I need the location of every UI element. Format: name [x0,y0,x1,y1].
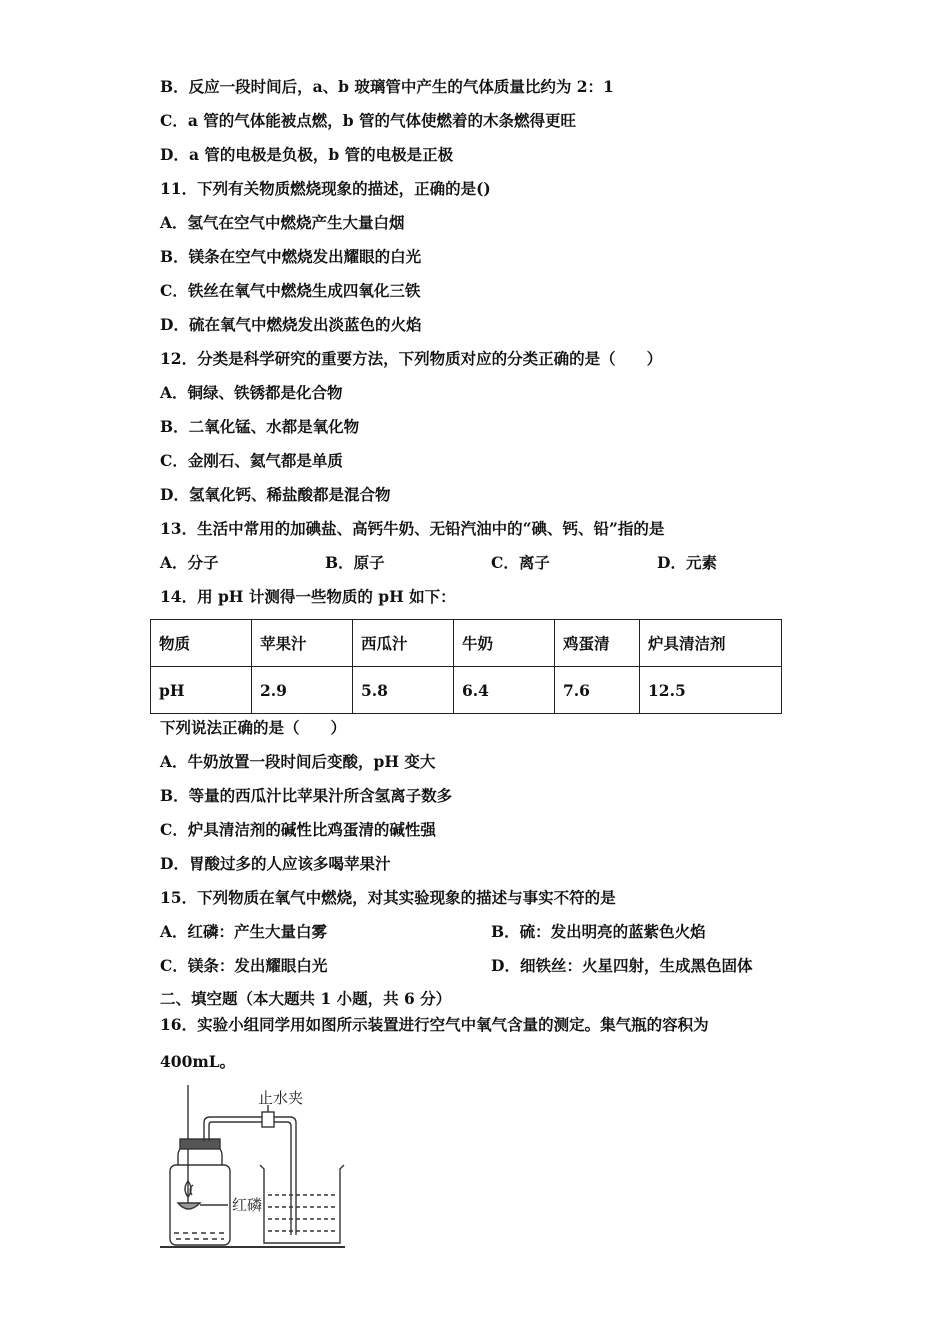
table-cell: 物质 [151,620,252,667]
ph-table [150,619,782,714]
table-cell: 苹果汁 [252,620,353,667]
stopper [180,1139,220,1149]
q12-option-a: A．铜绿、铁锈都是化合物 [160,383,343,402]
q12-stem: 12．分类是科学研究的重要方法，下列物质对应的分类正确的是（ ） [160,349,663,368]
section-heading: 二、填空题（本大题共 1 小题，共 6 分） [160,989,452,1008]
q11-option-d: D．硫在氧气中燃烧发出淡蓝色的火焰 [160,315,422,334]
q14-option-d: D．胃酸过多的人应该多喝苹果汁 [160,854,391,873]
q16-stem: 16．实验小组同学用如图所示装置进行空气中氧气含量的测定。集气瓶的容积为 [160,1015,709,1034]
apparatus-figure [160,1085,350,1259]
table-cell: 西瓜汁 [353,620,454,667]
q13-option-c: C．离子 [491,553,550,572]
table-cell: 2.9 [252,667,353,714]
q15-option-d: D．细铁丝：火星四射，生成黑色固体 [491,956,753,975]
table-cell: 5.8 [353,667,454,714]
q13-option-d: D．元素 [657,553,717,572]
q15-option-c: C．镁条：发出耀眼白光 [160,956,328,975]
phosphorus-label: 红磷 [232,1196,263,1214]
q13-option-a: A．分子 [160,553,219,572]
q15-stem: 15．下列物质在氧气中燃烧，对其实验现象的描述与事实不符的是 [160,888,616,907]
q10-option-c: C．a 管的气体能被点燃，b 管的气体使燃着的木条燃得更旺 [160,111,577,130]
q15-option-b: B．硫：发出明亮的蓝紫色火焰 [491,922,706,941]
q11-option-a: A．氢气在空气中燃烧产生大量白烟 [160,213,405,232]
table-cell: 6.4 [454,667,555,714]
table-cell: 牛奶 [454,620,555,667]
q10-option-d: D．a 管的电极是负极，b 管的电极是正极 [160,145,454,164]
q14-option-a: A．牛奶放置一段时间后变酸，pH 变大 [160,752,436,771]
table-header-row [151,620,782,667]
q14-substem: 下列说法正确的是（ ） [160,718,347,737]
q11-option-b: B．镁条在空气中燃烧发出耀眼的白光 [160,247,422,266]
combustion-spoon [178,1203,200,1209]
table-cell: pH [151,667,252,714]
table-cell: 炉具清洁剂 [640,620,782,667]
clamp [262,1112,274,1127]
q13-option-b: B．原子 [325,553,385,572]
table-row [151,667,782,714]
q12-option-c: C．金刚石、氦气都是单质 [160,451,343,470]
table-cell: 12.5 [640,667,782,714]
table-cell: 鸡蛋清 [555,620,640,667]
delivery-tube [204,1117,296,1235]
q10-option-b: B．反应一段时间后，a、b 玻璃管中产生的气体质量比约为 2：1 [160,77,614,96]
q11-option-c: C．铁丝在氧气中燃烧生成四氧化三铁 [160,281,421,300]
q15-option-a: A．红磷：产生大量白雾 [160,922,328,941]
clamp-label: 止水夹 [258,1089,304,1107]
q11-stem: 11．下列有关物质燃烧现象的描述，正确的是() [160,179,491,198]
apparatus-drawing [160,1085,350,1255]
q12-option-b: B．二氧化锰、水都是氧化物 [160,417,360,436]
q16-stem-cont: 400mL。 [160,1052,236,1071]
q12-option-d: D．氢氧化钙、稀盐酸都是混合物 [160,485,391,504]
q13-stem: 13．生活中常用的加碘盐、高钙牛奶、无铅汽油中的“碘、钙、铅”指的是 [160,519,665,538]
table-cell: 7.6 [555,667,640,714]
q14-stem: 14．用 pH 计测得一些物质的 pH 如下： [160,587,456,606]
q14-option-b: B．等量的西瓜汁比苹果汁所含氢离子数多 [160,786,453,805]
q14-option-c: C．炉具清洁剂的碱性比鸡蛋清的碱性强 [160,820,436,839]
